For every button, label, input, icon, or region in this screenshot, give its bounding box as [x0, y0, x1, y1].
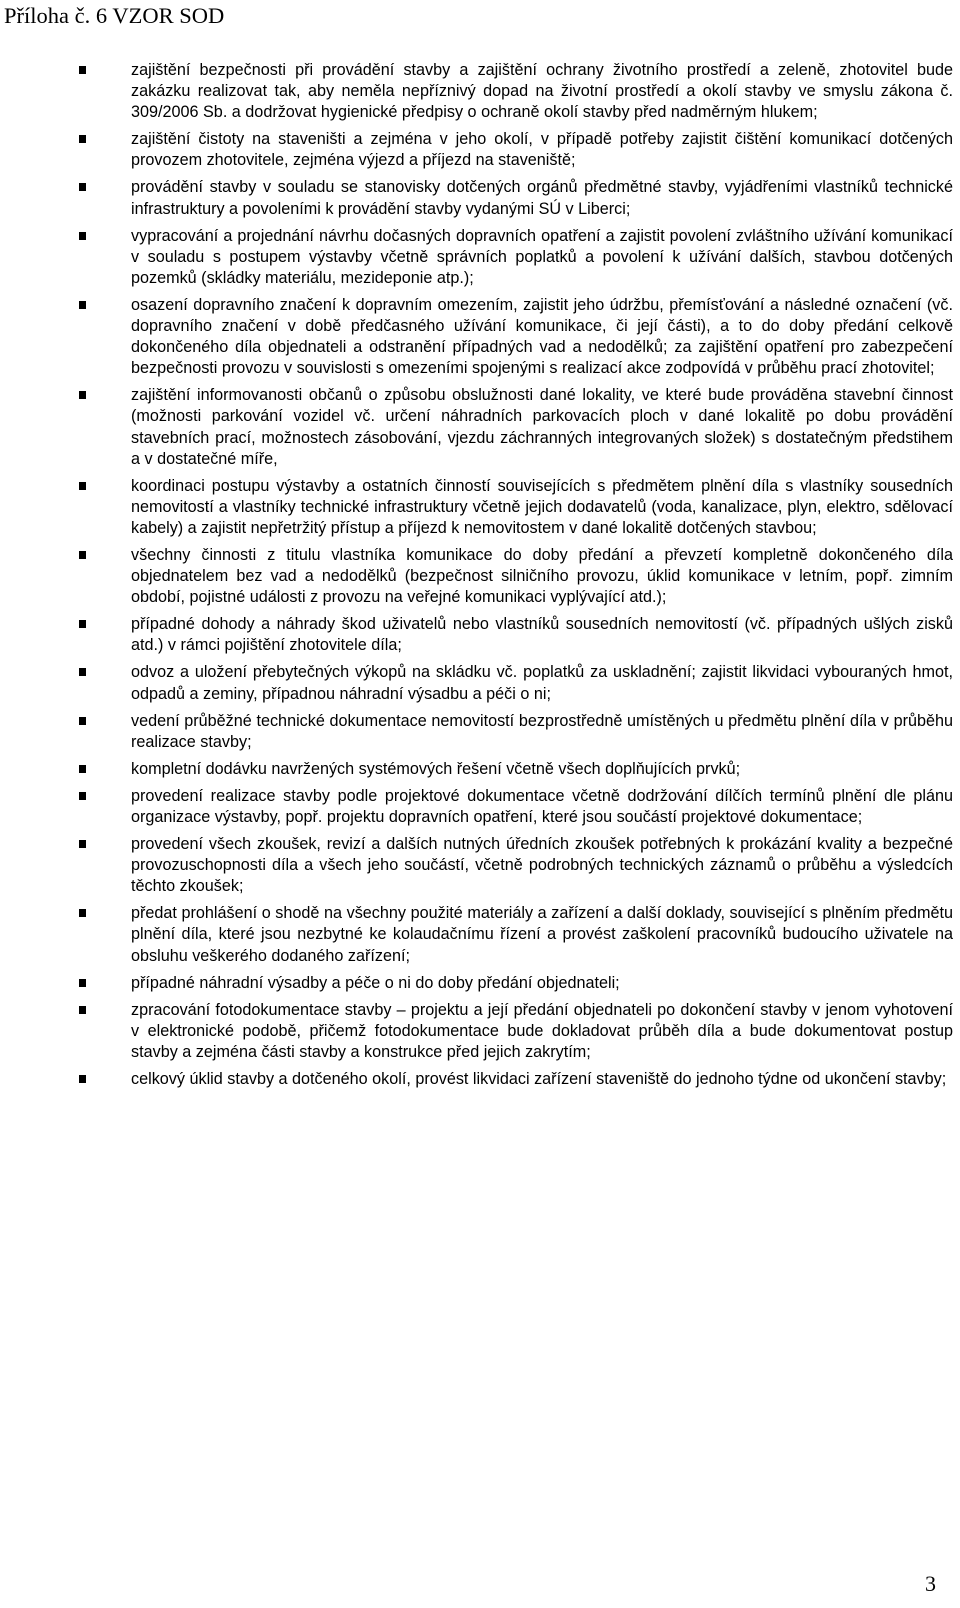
document-header: Příloha č. 6 VZOR SOD [4, 3, 225, 28]
square-bullet-icon [79, 135, 86, 143]
list-item-text: zpracování fotodokumentace stavby – projektu a její předání objednateli po dokončení stavby v jenom vyhotovení v elektronické podobě, přičemž fotodokumentace bude dokladovat průběh díla a bude dokumentovat postup stavby a zejména části stavby a konstrukce před jejich zakrytím; [131, 1000, 953, 1061]
list-item [79, 614, 953, 656]
square-bullet-icon [79, 301, 86, 309]
square-bullet-icon [79, 765, 86, 773]
list-item [79, 973, 953, 994]
square-bullet-icon [79, 979, 86, 987]
page-number: 3 [925, 1571, 936, 1596]
list-item [79, 476, 953, 539]
square-bullet-icon [79, 620, 86, 628]
list-item [79, 1069, 953, 1090]
square-bullet-icon [79, 668, 86, 676]
square-bullet-icon [79, 232, 86, 240]
square-bullet-icon [79, 792, 86, 800]
list-item-text: odvoz a uložení přebytečných výkopů na skládku vč. poplatků za uskladnění; zajistit likvidaci vybouraných hmot, odpadů a zeminy, případnou náhradní výsadbu a péči o ni; [131, 663, 953, 703]
square-bullet-icon [79, 909, 86, 917]
list-item-text: celkový úklid stavby a dotčeného okolí, provést likvidaci zařízení staveniště do jednoho týdne od ukončení stavby; [131, 1070, 947, 1089]
list-item-text: případné náhradní výsadby a péče o ni do doby předání objednateli; [131, 973, 620, 992]
square-bullet-icon [79, 840, 86, 848]
square-bullet-icon [79, 482, 86, 490]
list-item-text: zajištění čistoty na staveništi a zejména v jeho okolí, v případě potřeby zajistit čištění komunikací dotčených provozem zhotovitele, zejména výjezd a příjezd na staveniště; [131, 130, 953, 170]
square-bullet-icon [79, 1075, 86, 1083]
list-item [79, 786, 953, 828]
obligations-list [79, 60, 953, 1096]
list-item-text: případné dohody a náhrady škod uživatelů nebo vlastníků sousedních nemovitostí (vč. případných ušlých zisků atd.) v rámci pojištění zhotovitele díla; [131, 615, 953, 655]
list-item-text: osazení dopravního značení k dopravním omezením, zajistit jeho údržbu, přemísťování a následné označení (vč. dopravního značení v době předčasného užívání komunikace, či její části), a to do doby předání celkově dokončeného díla objednateli a odstranění případných vad a nedodělků; za zajištění opatření pro zabezpečení bezpečnosti provozu v souvislosti s omezeními spojenými s realizací akce zodpovídá v průběhu prací zhotovitel; [131, 295, 953, 378]
list-item [79, 711, 953, 753]
list-item [79, 903, 953, 966]
list-item-text: provedení všech zkoušek, revizí a dalších nutných úředních zkoušek potřebných k prokázání kvality a bezpečné provozuschopnosti díla a všech jeho součástí, včetně podrobných technických záznamů o průběhu a výsledcích těchto zkoušek; [131, 835, 953, 896]
list-item [79, 759, 953, 780]
list-item [79, 177, 953, 219]
list-item [79, 385, 953, 469]
list-item [79, 834, 953, 897]
square-bullet-icon [79, 551, 86, 559]
list-item-text: zajištění informovanosti občanů o způsobu obslužnosti dané lokality, ve které bude prováděna stavební činnost (možnosti parkování vozidel vč. určení náhradních parkovacích ploch v dané lokalitě po dobu provádění stavebních prací, možnostech zásobování, vjezdu záchranných integrovaných složek) s dostatečným předstihem a v dostatečné míře, [131, 386, 953, 468]
list-item-text: vedení průběžné technické dokumentace nemovitostí bezprostředně umístěných u předmětu plnění díla v průběhu realizace stavby; [131, 711, 953, 751]
list-item [79, 60, 953, 123]
list-item [79, 662, 953, 704]
list-item [79, 1000, 953, 1063]
square-bullet-icon [79, 183, 86, 191]
list-item-text: vypracování a projednání návrhu dočasných dopravních opatření a zajistit povolení zvláštního užívání komunikací v souladu s postupem výstavby včetně správních poplatků a povolení k užívání dalších, stavbou dotčených pozemků (skládky materiálu, mezideponie atp.); [131, 226, 953, 287]
square-bullet-icon [79, 66, 86, 74]
list-item-text: všechny činnosti z titulu vlastníka komunikace do doby předání a převzetí kompletně dokončeného díla objednatelem bez vad a nedodělků (bezpečnost silničního provozu, úklid komunikace v letním, popř. zimním období, pojistné události z provozu na veřejné komunikaci vyplývající atd.); [131, 545, 953, 607]
list-item-text: předat prohlášení o shodě na všechny použité materiály a zařízení a další doklady, související s plněním předmětu plnění díla, které jsou nezbytné ke kolaudačnímu řízení a provést zaškolení pracovníků budoucího uživatele na obsluhu veškerého dodaného zařízení; [131, 904, 953, 965]
list-item-text: kompletní dodávku navržených systémových řešení včetně všech doplňujících prvků; [131, 759, 741, 778]
list-item-text: provedení realizace stavby podle projektové dokumentace včetně dodržování dílčích termínů plnění dle plánu organizace výstavby, popř. projektu dopravních opatření, které jsou součástí projektové dokumentace; [131, 786, 953, 826]
list-item [79, 129, 953, 171]
square-bullet-icon [79, 391, 86, 399]
list-item [79, 545, 953, 608]
list-item-text: koordinaci postupu výstavby a ostatních činností souvisejících s předmětem plnění díla s vlastníky sousedních nemovitostí a vlastníky technické infrastruktury včetně jejich dodavatelů (voda, kanalizace, plyn, elektro, sdělovací kabely) a zajistit nepřetržitý přístup a příjezd k nemovitostem v dané lokalitě dotčených stavbou; [131, 476, 953, 537]
list-item [79, 226, 953, 289]
list-item-text: provádění stavby v souladu se stanovisky dotčených orgánů předmětné stavby, vyjádřeními vlastníků technické infrastruktury a povoleními k provádění stavby vydanými SÚ v Liberci; [131, 178, 953, 218]
square-bullet-icon [79, 1006, 86, 1014]
square-bullet-icon [79, 717, 86, 725]
list-item-text: zajištění bezpečnosti při provádění stavby a zajištění ochrany životního prostředí a zeleně, zhotovitel bude zakázku realizovat tak, aby neměla nepříznivý dopad na životní prostředí a okolí stavby ve smyslu zákona č. 309/2006 Sb. a dodržovat hygienické předpisy o ochraně okolí stavby před nadměrným hlukem; [131, 61, 953, 122]
list-item [79, 295, 953, 379]
